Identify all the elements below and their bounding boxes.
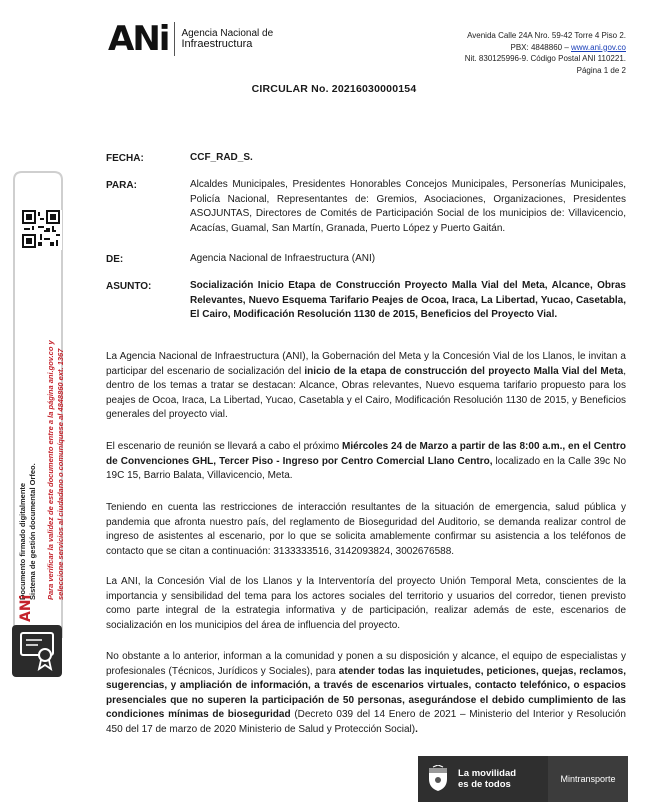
- para-label: PARA:: [106, 180, 137, 191]
- paragraph-strategy: [106, 575, 626, 633]
- p4-text: La ANI, la Concesión Vial de los Llanos y la Interventoría del proyecto Unión Temporal Meta, conscientes de la importancia y sensibilidad del tema para los actores sociales del territorio y usuarios del corredor, tienen previsto como parte integral de la estrategia informativa y de participación, realizar además de este, escenarios de socialización en los municipios del área de influencia del proyecto.: [106, 576, 626, 631]
- logo-text: [181, 28, 273, 50]
- qr-code[interactable]: [22, 210, 62, 250]
- footer-left-panel: [418, 756, 548, 802]
- asunto-value: Socialización Inicio Etapa de Construcción Proyecto Malla Vial del Meta, Alcance, Obras Relevantes, Nuevo Esquema Tarifario Peajes de Ocoa, Iraca, La Libertad, Yucao, Casetabla, El Cairo, Modificación Resolución 1130 de 2015, Beneficios del Proyecto Vial.: [190, 280, 626, 320]
- circular-title: CIRCULAR No. 20216030000154: [251, 83, 417, 95]
- paragraph-attention: [106, 650, 626, 738]
- p1-text-c: , dentro de los temas a tratar se destacan: Alcance, Obras relevantes, Nuevo esquema tarifario propuesto para los peajes de Ocoa, Iraca, La Libertad, Yucao, Casetabla y el Cairo, Modificación Resolución 1130 de 2015, y Beneficios generales del proyecto vial.: [106, 365, 626, 421]
- p5-text-a: No obstante a lo anterior, informan a la comunidad y ponen a su disposición y alcance, el equipo de especialistas y profesionales (Técnicos, Jurídicos y Sociales), para: [106, 651, 626, 677]
- pbx-text: PBX: 4848860 –: [510, 42, 571, 52]
- stamp-line-3: Para verificar la validez de este documento entre a la página ani.gov.co y: [46, 340, 55, 600]
- p5-text-b: atender todas las inquietudes, peticiones, quejas, reclamos, sugerencias, y ampliación de información, a través de escenarios virtuales, contacto telefónico, o espacios presenciales que no superen la participación de 50 personas, asegurándose el debido cumplimiento de las condiciones mínimas de bioseguridad: [106, 665, 626, 721]
- p3-text: Teniendo en cuenta las restricciones de interacción resultantes de la situación de emergencia, salud pública y pandemia que afronta nuestro país, del reglamento de Bioseguridad del Auditorio, se demanda realizar control de ingreso de asistentes al escenario, por lo que se solicita amablemente confirmar su asistencia a los teléfonos de contacto que se citan a continuación: 3133333516, 3142093824, 3002676588.: [106, 502, 626, 557]
- p1-text-b: inicio de la etapa de construcción del proyecto Malla Vial del Meta: [304, 365, 624, 377]
- paragraph-restrictions: [106, 501, 626, 559]
- page-number: Página 1 de 2: [576, 65, 626, 75]
- nit-line: Nit. 830125996-9. Código Postal ANI 110221.: [464, 54, 626, 63]
- de-value: Agencia Nacional de Infraestructura (ANI): [190, 253, 376, 264]
- logo-line-2: Infraestructura: [181, 38, 253, 50]
- ani-logo: [108, 19, 274, 59]
- website-link[interactable]: www.ani.gov.co: [571, 42, 626, 52]
- paragraph-venue: [106, 440, 626, 484]
- footer-tagline: [458, 768, 516, 790]
- ministry-name: Mintransporte: [548, 756, 628, 802]
- pbx-line: [465, 42, 626, 54]
- p1-text-a: La Agencia Nacional de Infraestructura (ANI), la Gobernación del Meta y la Concesión Vial de los Llanos, le invitan a participar del escenario de socialización del: [106, 351, 626, 377]
- logo-divider: [174, 22, 175, 56]
- stamp-ani-mark: ANi: [18, 594, 34, 622]
- para-value: Alcaldes Municipales, Presidentes Honorables Concejos Municipales, Personerías Municipales, Policía Nacional, Representantes de: Gremios, Asociaciones, Organizaciones, Presidentes ASOJUNTAS, Directores de Comités de Participación Social de los municipios de: Villavicencio, Acacías, Guamal, San Martín, Granada, Puerto López y Puerto Gaitán.: [190, 179, 626, 234]
- address-line: Avenida Calle 24A Nro. 59-42 Torre 4 Piso 2.: [467, 31, 626, 40]
- p2-text-b: Miércoles 24 de Marzo a partir de las 8:00 a.m., en el Centro de Convenciones GHL, Tercer Piso - Ingreso por Centro Comercial Llano Centro,: [106, 441, 626, 467]
- tagline-line-2: es de todos: [458, 779, 511, 790]
- logo-mark: ANi: [108, 19, 169, 59]
- p2-text-a: El escenario de reunión se llevará a cabo el próximo: [106, 441, 343, 452]
- paragraph-invitation: [106, 350, 626, 423]
- fecha-label: FECHA:: [106, 153, 144, 164]
- fecha-value: CCF_RAD_S.: [190, 152, 253, 163]
- colombia-shield-icon: [426, 765, 450, 793]
- de-label: DE:: [106, 254, 124, 265]
- stamp-line-4: seleccione servicios al ciudadano o comuníquese al 4848860 ext. 1367: [56, 348, 65, 600]
- p2-text-c: localizado en la Calle 39c No 19C 15, Barrio Balata, Villavicencio, Meta.: [106, 455, 627, 482]
- stamp-line-1: Documento firmado digitalmente: [18, 482, 27, 600]
- address-block: [465, 30, 626, 76]
- p5-text-c: (Decreto 039 del 14 Enero de 2021 – Ministerio del Interior y Resolución 450 del 17 de marzo de 2020 Ministerio de Salud y Protección Social): [106, 709, 626, 735]
- stamp-line-2: Sistema de gestión documental Orfeo.: [28, 463, 37, 600]
- mintransporte-footer: [418, 756, 628, 802]
- certificate-badge-icon: [12, 625, 62, 677]
- logo-line-1: Agencia Nacional de: [181, 28, 274, 39]
- asunto-label: ASUNTO:: [106, 281, 152, 292]
- p5-text-d: .: [415, 723, 418, 735]
- tagline-line-1: La movilidad: [458, 768, 517, 779]
